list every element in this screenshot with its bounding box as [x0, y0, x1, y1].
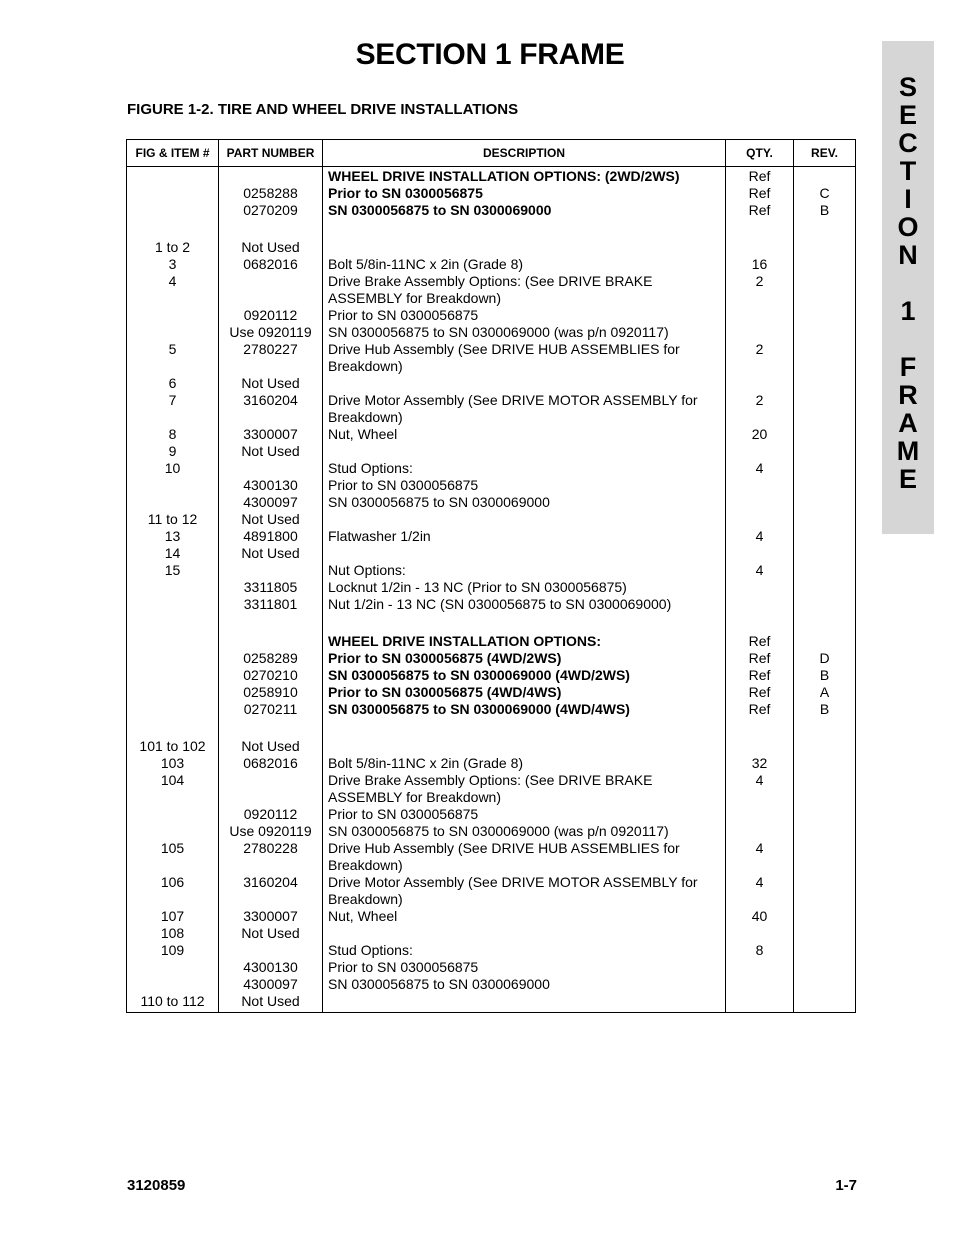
table-row [127, 633, 856, 650]
part-number-cell: Not Used [219, 545, 323, 562]
rev-cell [794, 528, 856, 545]
rev-cell [794, 959, 856, 976]
description-cell: WHEEL DRIVE INSTALLATION OPTIONS: (2WD/2WS) [323, 167, 726, 186]
qty-cell [726, 959, 794, 976]
qty-cell [726, 324, 794, 341]
table-row [127, 718, 856, 738]
description-cell [323, 738, 726, 755]
fig-item-cell [127, 667, 219, 684]
description-cell: Prior to SN 0300056875 [323, 477, 726, 494]
fig-item-cell: 3 [127, 256, 219, 273]
rev-cell [794, 718, 856, 738]
qty-cell [726, 976, 794, 993]
part-number-cell: Not Used [219, 443, 323, 460]
table-row [127, 341, 856, 375]
qty-cell: Ref [726, 701, 794, 718]
part-number-cell: Not Used [219, 239, 323, 256]
qty-cell [726, 925, 794, 942]
rev-cell [794, 239, 856, 256]
description-cell: Nut Options: [323, 562, 726, 579]
side-tab-letter: R [898, 380, 918, 410]
qty-cell: 4 [726, 772, 794, 806]
description-cell [323, 443, 726, 460]
description-cell: Nut 1/2in - 13 NC (SN 0300056875 to SN 0300069000) [323, 596, 726, 613]
qty-cell: 2 [726, 392, 794, 426]
fig-item-cell [127, 633, 219, 650]
part-number-cell: Not Used [219, 375, 323, 392]
description-cell: Drive Motor Assembly (See DRIVE MOTOR ASSEMBLY for Breakdown) [323, 874, 726, 908]
rev-cell [794, 256, 856, 273]
part-number-cell [219, 942, 323, 959]
part-number-cell [219, 562, 323, 579]
fig-item-cell: 1 to 2 [127, 239, 219, 256]
description-cell: Drive Motor Assembly (See DRIVE MOTOR ASSEMBLY for Breakdown) [323, 392, 726, 426]
fig-item-cell [127, 324, 219, 341]
rev-cell: D [794, 650, 856, 667]
qty-cell: Ref [726, 202, 794, 219]
side-tab-letter: T [899, 156, 917, 186]
description-cell: Locknut 1/2in - 13 NC (Prior to SN 0300056875) [323, 579, 726, 596]
table-row [127, 443, 856, 460]
part-number-cell: Not Used [219, 993, 323, 1013]
fig-item-cell [127, 185, 219, 202]
qty-cell [726, 596, 794, 613]
part-number-cell: 3300007 [219, 426, 323, 443]
header-description: DESCRIPTION [323, 140, 726, 167]
part-number-cell: 0270210 [219, 667, 323, 684]
qty-cell: Ref [726, 185, 794, 202]
table-row [127, 273, 856, 307]
description-cell: Stud Options: [323, 942, 726, 959]
description-cell: SN 0300056875 to SN 0300069000 [323, 976, 726, 993]
fig-item-cell [127, 976, 219, 993]
qty-cell [726, 239, 794, 256]
header-qty: QTY. [726, 140, 794, 167]
part-number-cell [219, 460, 323, 477]
rev-cell [794, 613, 856, 633]
qty-cell: Ref [726, 667, 794, 684]
qty-cell: 40 [726, 908, 794, 925]
part-number-cell [219, 219, 323, 239]
qty-cell: 32 [726, 755, 794, 772]
qty-cell [726, 219, 794, 239]
rev-cell [794, 596, 856, 613]
description-cell [323, 925, 726, 942]
description-cell: Prior to SN 0300056875 (4WD/2WS) [323, 650, 726, 667]
qty-cell [726, 823, 794, 840]
table-row [127, 738, 856, 755]
description-cell: SN 0300056875 to SN 0300069000 [323, 494, 726, 511]
table-row [127, 185, 856, 202]
description-cell: Drive Hub Assembly (See DRIVE HUB ASSEMBLIES for Breakdown) [323, 341, 726, 375]
qty-cell: 16 [726, 256, 794, 273]
rev-cell [794, 942, 856, 959]
qty-cell: 2 [726, 273, 794, 307]
section-side-tab [882, 41, 934, 534]
qty-cell: Ref [726, 167, 794, 186]
fig-item-cell [127, 202, 219, 219]
side-tab-letter: S [898, 72, 917, 102]
qty-cell [726, 511, 794, 528]
document-number: 3120859 [127, 1177, 186, 1194]
table-row [127, 874, 856, 908]
qty-cell: 4 [726, 528, 794, 545]
table-header-row [127, 140, 856, 167]
qty-cell [726, 307, 794, 324]
description-cell [323, 239, 726, 256]
rev-cell [794, 840, 856, 874]
description-cell: Bolt 5/8in-11NC x 2in (Grade 8) [323, 755, 726, 772]
fig-item-cell: 11 to 12 [127, 511, 219, 528]
table-row [127, 202, 856, 219]
rev-cell [794, 324, 856, 341]
fig-item-cell: 103 [127, 755, 219, 772]
description-cell: Nut, Wheel [323, 426, 726, 443]
rev-cell [794, 392, 856, 426]
fig-item-cell [127, 823, 219, 840]
qty-cell: Ref [726, 650, 794, 667]
part-number-cell: 0920112 [219, 307, 323, 324]
fig-item-cell [127, 219, 219, 239]
part-number-cell: 3160204 [219, 392, 323, 426]
side-tab-letter: F [899, 352, 917, 382]
fig-item-cell: 14 [127, 545, 219, 562]
fig-item-cell [127, 596, 219, 613]
qty-cell: 4 [726, 460, 794, 477]
fig-item-cell: 104 [127, 772, 219, 806]
qty-cell [726, 494, 794, 511]
description-cell: SN 0300056875 to SN 0300069000 (4WD/4WS) [323, 701, 726, 718]
description-cell: Prior to SN 0300056875 [323, 307, 726, 324]
qty-cell: 20 [726, 426, 794, 443]
part-number-cell: 4300130 [219, 959, 323, 976]
header-fig-item: FIG & ITEM # [127, 140, 219, 167]
table-row [127, 596, 856, 613]
rev-cell [794, 167, 856, 186]
part-number-cell: 0682016 [219, 256, 323, 273]
rev-cell: A [794, 684, 856, 701]
table-row [127, 613, 856, 633]
rev-cell [794, 545, 856, 562]
parts-table-body [127, 167, 856, 1013]
rev-cell [794, 307, 856, 324]
part-number-cell: 2780228 [219, 840, 323, 874]
description-cell: Drive Hub Assembly (See DRIVE HUB ASSEMBLIES for Breakdown) [323, 840, 726, 874]
rev-cell [794, 633, 856, 650]
part-number-cell: 3311805 [219, 579, 323, 596]
description-cell: SN 0300056875 to SN 0300069000 (was p/n 0920117) [323, 823, 726, 840]
description-cell: Prior to SN 0300056875 [323, 185, 726, 202]
table-row [127, 772, 856, 806]
description-cell: Prior to SN 0300056875 [323, 959, 726, 976]
rev-cell [794, 772, 856, 806]
part-number-cell: 0270211 [219, 701, 323, 718]
table-row [127, 667, 856, 684]
table-row [127, 684, 856, 701]
fig-item-cell: 106 [127, 874, 219, 908]
table-row [127, 840, 856, 874]
part-number-cell: 0258289 [219, 650, 323, 667]
part-number-cell: 0270209 [219, 202, 323, 219]
side-tab-letter: I [904, 184, 912, 214]
fig-item-cell: 4 [127, 273, 219, 307]
side-tab-letter: O [897, 212, 919, 242]
qty-cell [726, 738, 794, 755]
table-row [127, 562, 856, 579]
table-row [127, 579, 856, 596]
qty-cell [726, 375, 794, 392]
fig-item-cell: 110 to 112 [127, 993, 219, 1013]
description-cell: Prior to SN 0300056875 (4WD/4WS) [323, 684, 726, 701]
section-title: SECTION 1 FRAME [355, 38, 625, 71]
part-number-cell [219, 772, 323, 806]
fig-item-cell: 101 to 102 [127, 738, 219, 755]
part-number-cell: 0258288 [219, 185, 323, 202]
qty-cell: 4 [726, 874, 794, 908]
description-cell [323, 375, 726, 392]
part-number-cell: 4300130 [219, 477, 323, 494]
table-row [127, 256, 856, 273]
table-row [127, 219, 856, 239]
fig-item-cell [127, 579, 219, 596]
fig-item-cell [127, 167, 219, 186]
fig-item-cell: 5 [127, 341, 219, 375]
description-cell: WHEEL DRIVE INSTALLATION OPTIONS: [323, 633, 726, 650]
rev-cell: B [794, 701, 856, 718]
table-row [127, 239, 856, 256]
qty-cell [726, 443, 794, 460]
description-cell [323, 718, 726, 738]
part-number-cell: 0920112 [219, 806, 323, 823]
part-number-cell [219, 273, 323, 307]
part-number-cell: 3311801 [219, 596, 323, 613]
description-cell: Drive Brake Assembly Options: (See DRIVE BRAKE ASSEMBLY for Breakdown) [323, 772, 726, 806]
fig-item-cell [127, 307, 219, 324]
description-cell: Bolt 5/8in-11NC x 2in (Grade 8) [323, 256, 726, 273]
qty-cell: 2 [726, 341, 794, 375]
header-part-number: PART NUMBER [219, 140, 323, 167]
side-tab-letter: A [898, 408, 918, 438]
fig-item-cell: 109 [127, 942, 219, 959]
rev-cell: B [794, 667, 856, 684]
fig-item-cell: 108 [127, 925, 219, 942]
table-row [127, 925, 856, 942]
table-row [127, 976, 856, 993]
part-number-cell: 2780227 [219, 341, 323, 375]
fig-item-cell [127, 806, 219, 823]
table-row [127, 650, 856, 667]
page-number: 1-7 [835, 1177, 857, 1194]
table-row [127, 460, 856, 477]
fig-item-cell: 15 [127, 562, 219, 579]
rev-cell [794, 823, 856, 840]
part-number-cell [219, 718, 323, 738]
rev-cell [794, 219, 856, 239]
part-number-cell: Not Used [219, 925, 323, 942]
qty-cell [726, 993, 794, 1013]
table-row [127, 755, 856, 772]
part-number-cell [219, 167, 323, 186]
side-tab-letter: E [898, 464, 917, 494]
description-cell: Nut, Wheel [323, 908, 726, 925]
rev-cell [794, 273, 856, 307]
rev-cell [794, 494, 856, 511]
rev-cell [794, 755, 856, 772]
description-cell: Drive Brake Assembly Options: (See DRIVE BRAKE ASSEMBLY for Breakdown) [323, 273, 726, 307]
table-row [127, 993, 856, 1013]
table-row [127, 426, 856, 443]
rev-cell [794, 375, 856, 392]
fig-item-cell [127, 613, 219, 633]
part-number-cell: 4891800 [219, 528, 323, 545]
rev-cell [794, 562, 856, 579]
fig-item-cell [127, 718, 219, 738]
description-cell [323, 219, 726, 239]
rev-cell [794, 443, 856, 460]
side-tab-letter: M [896, 436, 920, 466]
part-number-cell: Not Used [219, 738, 323, 755]
table-row [127, 942, 856, 959]
qty-cell [726, 545, 794, 562]
description-cell: Prior to SN 0300056875 [323, 806, 726, 823]
table-row [127, 806, 856, 823]
qty-cell [726, 806, 794, 823]
rev-cell [794, 341, 856, 375]
fig-item-cell [127, 684, 219, 701]
rev-cell [794, 426, 856, 443]
fig-item-cell: 105 [127, 840, 219, 874]
rev-cell [794, 993, 856, 1013]
figure-title: FIGURE 1-2. TIRE AND WHEEL DRIVE INSTALLATIONS [127, 101, 519, 118]
description-cell [323, 993, 726, 1013]
table-row [127, 528, 856, 545]
description-cell: SN 0300056875 to SN 0300069000 (4WD/2WS) [323, 667, 726, 684]
description-cell: SN 0300056875 to SN 0300069000 [323, 202, 726, 219]
description-cell: Flatwasher 1/2in [323, 528, 726, 545]
table-row [127, 375, 856, 392]
table-row [127, 823, 856, 840]
fig-item-cell [127, 477, 219, 494]
qty-cell [726, 579, 794, 596]
description-cell [323, 511, 726, 528]
table-row [127, 392, 856, 426]
rev-cell [794, 874, 856, 908]
qty-cell: 8 [726, 942, 794, 959]
fig-item-cell [127, 959, 219, 976]
qty-cell: 4 [726, 840, 794, 874]
rev-cell [794, 976, 856, 993]
rev-cell [794, 908, 856, 925]
side-tab-letters [882, 73, 934, 493]
side-tab-letter: 1 [900, 296, 916, 326]
side-tab-letter: N [898, 240, 918, 270]
fig-item-cell: 8 [127, 426, 219, 443]
qty-cell: Ref [726, 684, 794, 701]
rev-cell [794, 477, 856, 494]
table-row [127, 494, 856, 511]
fig-item-cell: 9 [127, 443, 219, 460]
table-row [127, 701, 856, 718]
part-number-cell: 0258910 [219, 684, 323, 701]
rev-cell [794, 511, 856, 528]
table-row [127, 959, 856, 976]
part-number-cell: 3300007 [219, 908, 323, 925]
table-row [127, 477, 856, 494]
table-row [127, 167, 856, 186]
part-number-cell: Not Used [219, 511, 323, 528]
part-number-cell: 0682016 [219, 755, 323, 772]
rev-cell [794, 579, 856, 596]
fig-item-cell: 107 [127, 908, 219, 925]
fig-item-cell [127, 494, 219, 511]
qty-cell [726, 718, 794, 738]
table-row [127, 511, 856, 528]
table-row [127, 545, 856, 562]
part-number-cell: 3160204 [219, 874, 323, 908]
qty-cell: Ref [726, 633, 794, 650]
rev-cell [794, 460, 856, 477]
part-number-cell: Use 0920119 [219, 324, 323, 341]
side-tab-letter: C [898, 128, 918, 158]
fig-item-cell: 7 [127, 392, 219, 426]
part-number-cell [219, 613, 323, 633]
description-cell: Stud Options: [323, 460, 726, 477]
fig-item-cell: 6 [127, 375, 219, 392]
fig-item-cell: 13 [127, 528, 219, 545]
description-cell: SN 0300056875 to SN 0300069000 (was p/n 0920117) [323, 324, 726, 341]
side-tab-letter: E [898, 100, 917, 130]
part-number-cell: Use 0920119 [219, 823, 323, 840]
qty-cell [726, 477, 794, 494]
part-number-cell [219, 633, 323, 650]
fig-item-cell [127, 701, 219, 718]
qty-cell [726, 613, 794, 633]
fig-item-cell: 10 [127, 460, 219, 477]
parts-table [126, 139, 856, 1013]
fig-item-cell [127, 650, 219, 667]
part-number-cell: 4300097 [219, 494, 323, 511]
part-number-cell: 4300097 [219, 976, 323, 993]
rev-cell [794, 925, 856, 942]
description-cell [323, 545, 726, 562]
qty-cell: 4 [726, 562, 794, 579]
rev-cell: B [794, 202, 856, 219]
table-row [127, 324, 856, 341]
description-cell [323, 613, 726, 633]
rev-cell: C [794, 185, 856, 202]
rev-cell [794, 738, 856, 755]
table-row [127, 908, 856, 925]
rev-cell [794, 806, 856, 823]
header-rev: REV. [794, 140, 856, 167]
table-row [127, 307, 856, 324]
